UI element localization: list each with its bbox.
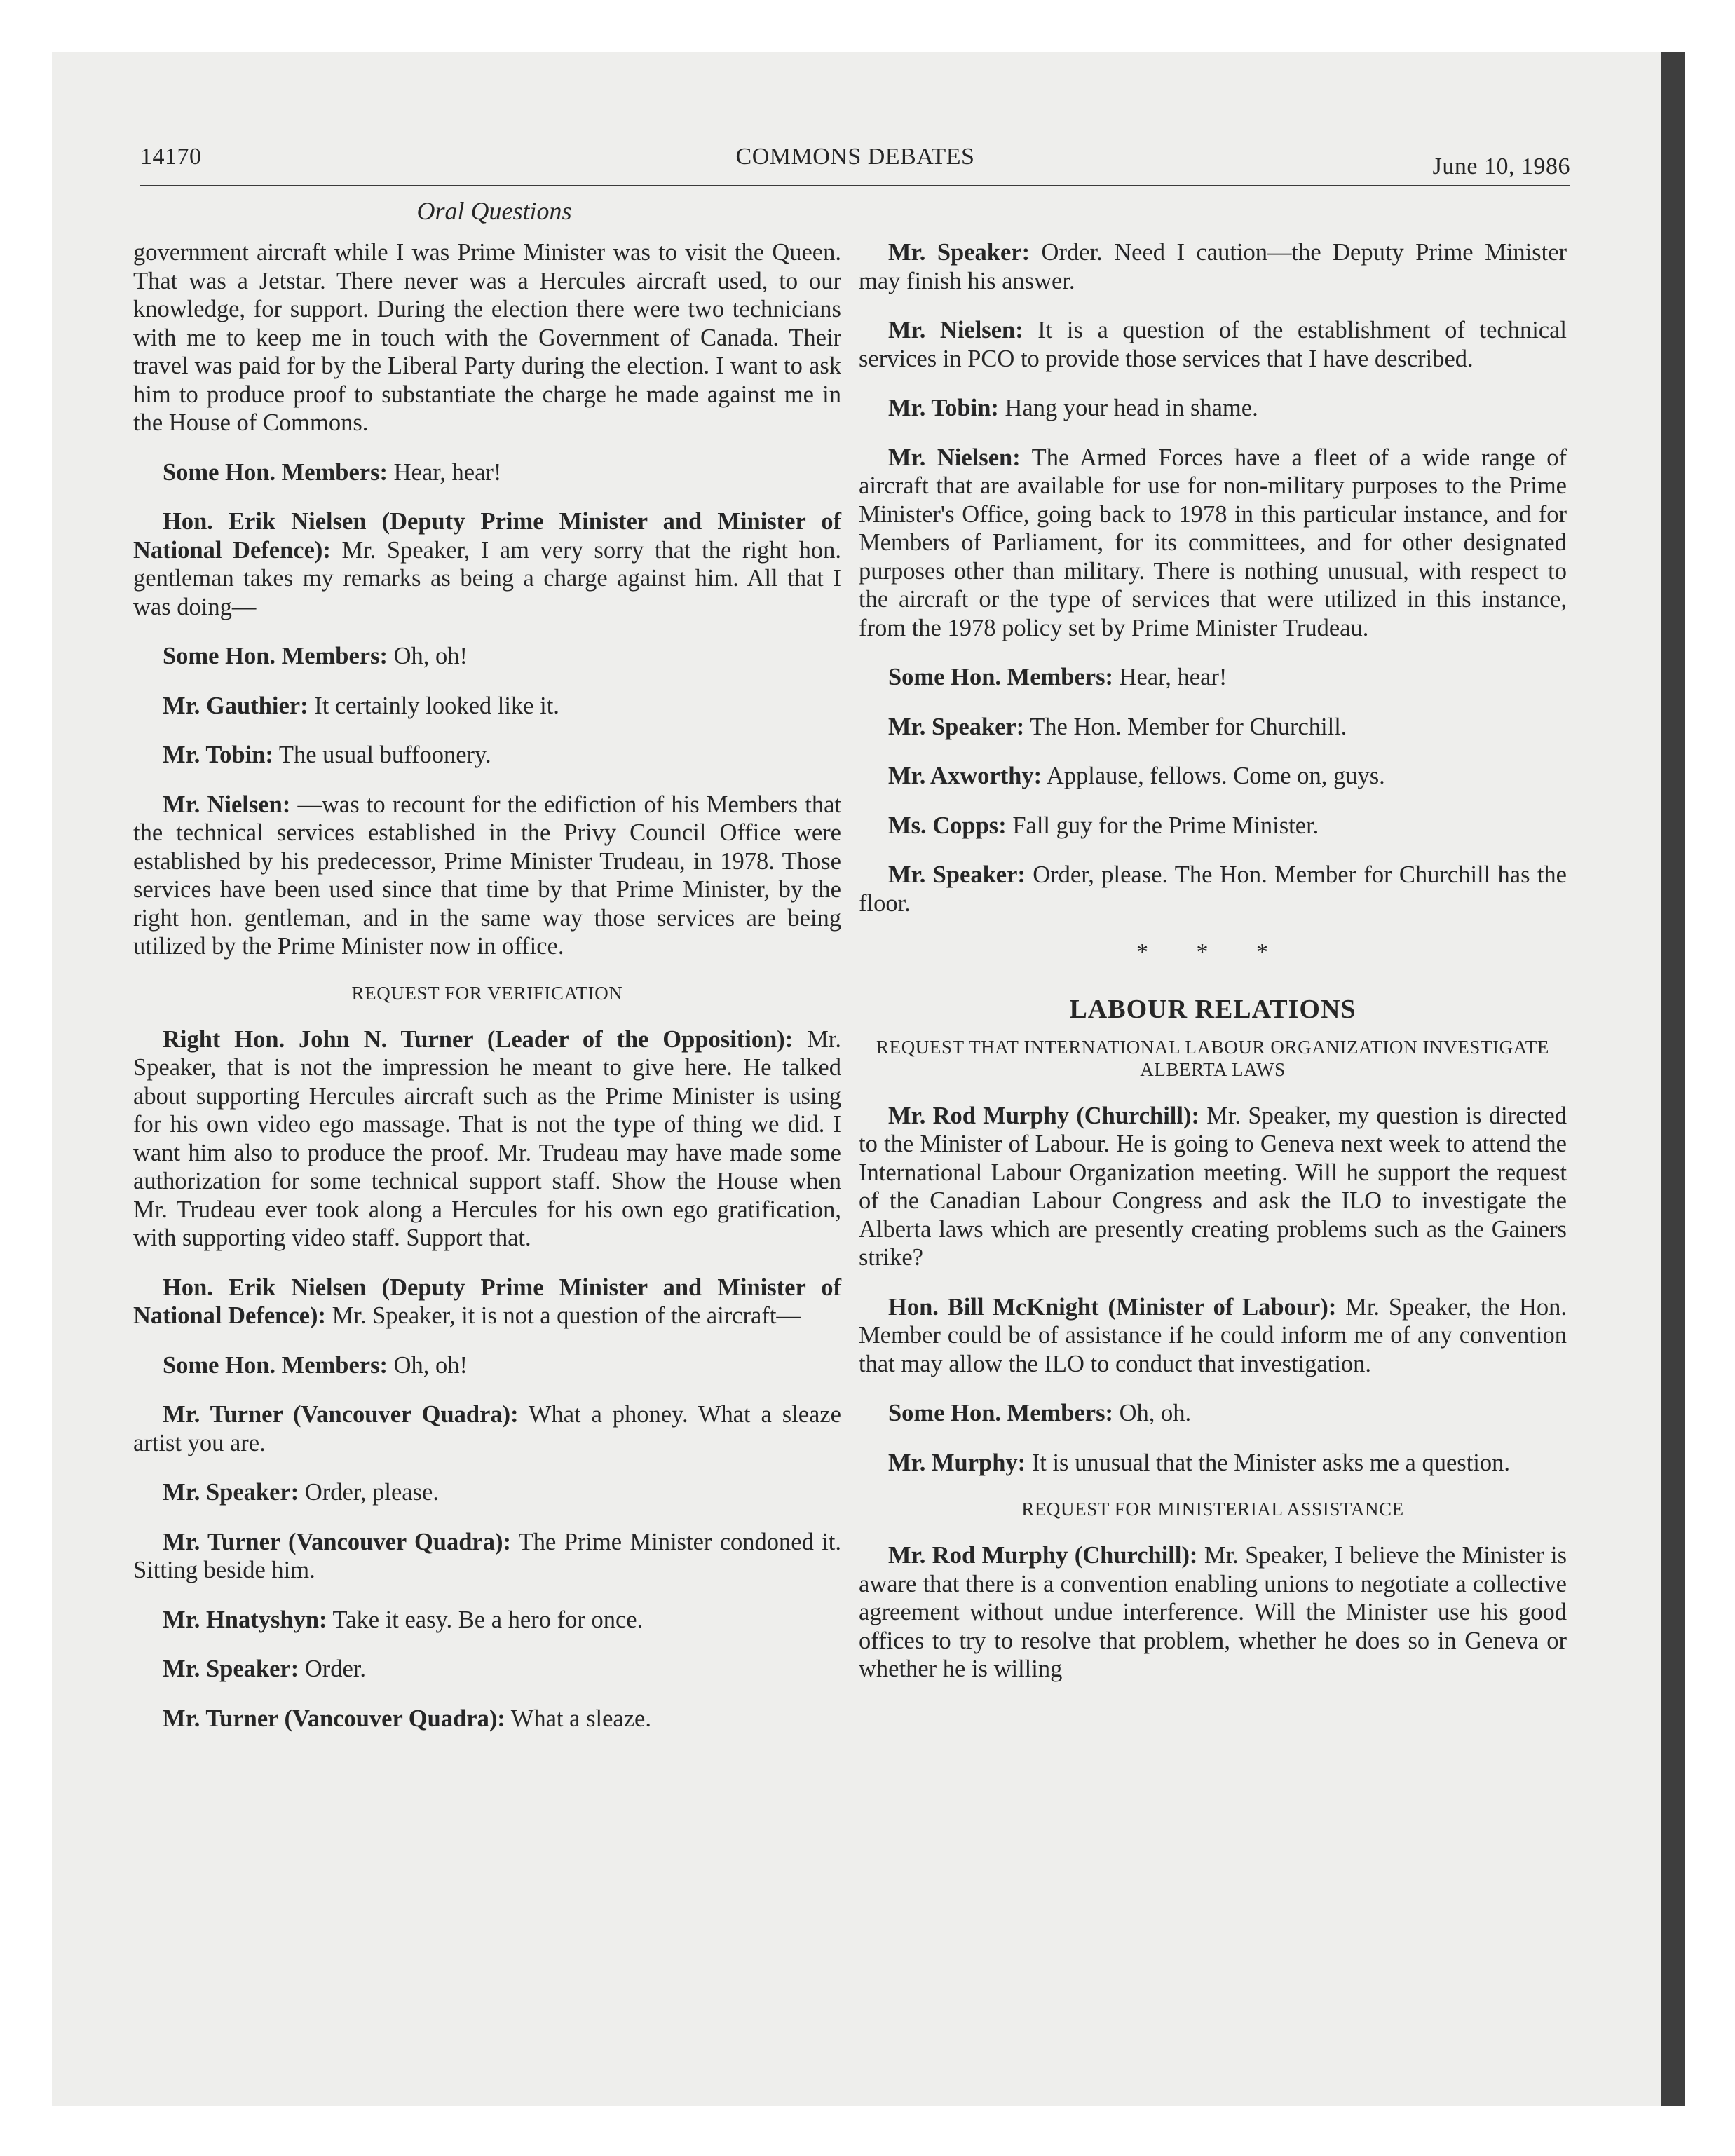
speech-text: What a phoney. What a sleaze artist you are. xyxy=(133,1401,841,1456)
speaker-name: Some Hon. Members: xyxy=(163,1351,388,1379)
speaker-name: Mr. Turner (Vancouver Quadra): xyxy=(163,1528,511,1555)
speaker-name: Some Hon. Members: xyxy=(163,458,388,486)
speaker-name: Right Hon. John N. Turner (Leader of the Opposition): xyxy=(163,1025,794,1053)
speech-text: Hear, hear! xyxy=(387,458,502,486)
speaker-name: Mr. Murphy: xyxy=(888,1449,1026,1476)
speaker-name: Some Hon. Members: xyxy=(163,643,388,669)
speech-turn xyxy=(133,692,841,721)
speaker-name: Mr. Speaker: xyxy=(888,239,1030,266)
speaker-name: Mr. Hnatyshyn: xyxy=(163,1606,327,1633)
speaker-name: Mr. Tobin: xyxy=(888,395,999,421)
speech-text: Oh, oh! xyxy=(387,1351,468,1379)
speaker-name: Mr. Turner (Vancouver Quadra): xyxy=(163,1401,519,1428)
speech-text: Fall guy for the Prime Minister. xyxy=(1006,812,1319,839)
section-title: LABOUR RELATIONS xyxy=(1069,994,1356,1024)
speech-turn xyxy=(133,1655,841,1684)
speech-text: Order, please. xyxy=(299,1479,439,1506)
speech-text: The Prime Minister condoned it. Sitting beside him. xyxy=(133,1528,841,1583)
speech-turn xyxy=(133,1528,841,1585)
speech-turn xyxy=(859,762,1567,791)
speech-turn xyxy=(133,741,841,770)
right-column xyxy=(859,238,1567,1705)
section-running-head: Oral Questions xyxy=(416,197,572,225)
paragraph: government aircraft while I was Prime Minister was to visit the Queen. That was a Jetstar. There never was a Hercules aircraft used, to our knowledge, for support. During the election there were two technicians with me to keep me in touch with the Government of Canada. Their travel was paid for by the Liberal Party during the election. I want to ask him to produce proof to substantiate the charge he made against me in the House of Commons. xyxy=(133,239,841,436)
page-number: 14170 xyxy=(140,144,202,170)
speech-turn xyxy=(859,1399,1567,1428)
speech-text: Oh, oh. xyxy=(1113,1400,1192,1426)
speech-turn xyxy=(859,1449,1567,1478)
speaker-name: Mr. Turner (Vancouver Quadra): xyxy=(163,1705,505,1732)
section-separator: * * * xyxy=(1136,939,1289,965)
speech-text: —was to recount for the edifiction of his Members that the technical services established in the Privy Council Office were established by his predecessor, Prime Minister Trudeau, in 1978. Those services have been used since that time by that Prime Minister, by the right hon. gentleman, and in the same way those services are being utilized by the Prime Minister now in office. xyxy=(133,791,841,960)
speech-turn xyxy=(133,1351,841,1380)
speech-text: Applause, fellows. Come on, guys. xyxy=(1042,763,1385,789)
speech-turn xyxy=(859,394,1567,423)
speech-text: Hang your head in shame. xyxy=(998,395,1258,421)
speech-turn xyxy=(859,316,1567,373)
speaker-name: Mr. Gauthier: xyxy=(163,692,308,719)
speech-text: The Armed Forces have a fleet of a wide range of aircraft that are available for use for non-military purposes to the Prime Minister's Office, going back to 1978 in this particular instance, and for Members of Parliament, for its committees, and for other designated purposes other than military. There is nothing unusual, with respect to the aircraft or the type of services that were utilized in this instance, from the 1978 policy set by Prime Minister Trudeau. xyxy=(859,444,1567,641)
page-header xyxy=(140,143,1570,186)
speaker-name: Mr. Speaker: xyxy=(163,1479,299,1506)
speech-text: Mr. Speaker, that is not the impression he meant to give here. He talked about supporting Hercules aircraft such as the Prime Minister is using for his own video ego massage. That is not the type of thing we did. I want him also to produce the proof. Mr. Trudeau may have made some authorization for some technical support staff. Show the House when Mr. Trudeau ever took along a Hercules for his own ego gratification, with supporting video staff. Support that. xyxy=(133,1025,842,1251)
speaker-name: Mr. Axworthy: xyxy=(888,763,1042,789)
speaker-name: Mr. Rod Murphy (Churchill): xyxy=(888,1102,1199,1129)
speech-turn xyxy=(133,1705,841,1733)
issue-date: June 10, 1986 xyxy=(1432,153,1570,179)
subheading: REQUEST FOR MINISTERIAL ASSISTANCE xyxy=(1021,1499,1404,1520)
speaker-name: Mr. Speaker: xyxy=(888,713,1025,740)
speaker-name: Mr. Tobin: xyxy=(163,742,273,768)
speech-turn xyxy=(859,861,1567,917)
speech-turn xyxy=(133,1025,841,1253)
speech-text: Mr. Speaker, I am very sorry that the right hon. gentleman takes my remarks as being a charge against him. All that I was doing— xyxy=(133,536,841,620)
speaker-name: Mr. Speaker: xyxy=(888,861,1026,888)
speech-text: Mr. Speaker, I believe the Minister is aware that there is a convention enabling unions to negotiate a collective agreement without undue interference. Will the Minister use his good offices to try to resolve that problem, whether he does so in Geneva or whether he is willing xyxy=(859,1542,1567,1682)
publication-title: COMMONS DEBATES xyxy=(735,144,975,170)
speech-turn xyxy=(133,642,841,671)
speech-text: Take it easy. Be a hero for once. xyxy=(327,1606,644,1633)
speech-turn xyxy=(133,458,841,487)
speech-turn xyxy=(859,1293,1567,1379)
speech-turn xyxy=(133,1478,841,1507)
speech-text: It is unusual that the Minister asks me a question. xyxy=(1026,1449,1510,1476)
speech-text: It is a question of the establishment of technical services in PCO to provide those services that I have described. xyxy=(859,317,1567,372)
speech-text: Order. Need I caution—the Deputy Prime Minister may finish his answer. xyxy=(859,239,1567,294)
speech-text: Mr. Speaker, the Hon. Member could be of assistance if he could inform me of any convention that may allow the ILO to conduct that investigation. xyxy=(859,1293,1567,1377)
speaker-name: Hon. Bill McKnight (Minister of Labour): xyxy=(888,1293,1337,1321)
binding-edge xyxy=(1661,52,1685,2106)
subheading: REQUEST THAT INTERNATIONAL LABOUR ORGANIZATION INVESTIGATE ALBERTA LAWS xyxy=(876,1036,1549,1080)
speech-turn xyxy=(859,663,1567,692)
speech-text: Mr. Speaker, my question is directed to the Minister of Labour. He is going to Geneva next week to attend the International Labour Organization meeting. Will he support the request of the Canadian Labour Congress and ask the ILO to investigate the Alberta laws which are presently creating problems such as the Gainers strike? xyxy=(859,1102,1567,1271)
speech-text: What a sleaze. xyxy=(505,1705,651,1732)
speech-turn xyxy=(133,1606,841,1635)
speech-text: The Hon. Member for Churchill. xyxy=(1024,713,1347,740)
speech-text: Order, please. The Hon. Member for Churchill has the floor. xyxy=(859,861,1567,917)
speaker-name: Mr. Speaker: xyxy=(163,1656,299,1682)
speaker-name: Hon. Erik Nielsen (Deputy Prime Minister and Minister of National Defence): xyxy=(133,508,841,564)
speaker-name: Mr. Rod Murphy (Churchill): xyxy=(888,1542,1198,1569)
speech-turn xyxy=(859,1541,1567,1684)
left-column xyxy=(133,238,841,1754)
speech-text: It certainly looked like it. xyxy=(308,692,559,719)
speech-turn xyxy=(859,1102,1567,1272)
speaker-name: Mr. Nielsen: xyxy=(888,317,1023,343)
speech-turn xyxy=(859,444,1567,643)
speaker-name: Hon. Erik Nielsen (Deputy Prime Minister and Minister of National Defence): xyxy=(133,1274,841,1329)
speech-turn xyxy=(133,1400,841,1457)
speech-turn xyxy=(859,238,1567,295)
speech-turn xyxy=(133,1274,841,1330)
speech-turn xyxy=(859,812,1567,840)
speaker-name: Mr. Nielsen: xyxy=(888,444,1021,471)
speaker-name: Some Hon. Members: xyxy=(888,1400,1113,1426)
subheading: REQUEST FOR VERIFICATION xyxy=(351,982,623,1004)
speech-text: The usual buffoonery. xyxy=(273,742,491,768)
speech-turn xyxy=(133,791,841,961)
speech-text: Order. xyxy=(299,1656,367,1682)
speaker-name: Mr. Nielsen: xyxy=(163,791,291,818)
speaker-name: Ms. Copps: xyxy=(888,812,1007,839)
speech-text: Mr. Speaker, it is not a question of the aircraft— xyxy=(325,1302,801,1329)
speech-text: Hear, hear! xyxy=(1113,664,1227,690)
speech-text: Oh, oh! xyxy=(387,643,468,669)
speech-turn xyxy=(859,713,1567,742)
speech-turn xyxy=(133,507,841,621)
speaker-name: Some Hon. Members: xyxy=(888,664,1113,690)
